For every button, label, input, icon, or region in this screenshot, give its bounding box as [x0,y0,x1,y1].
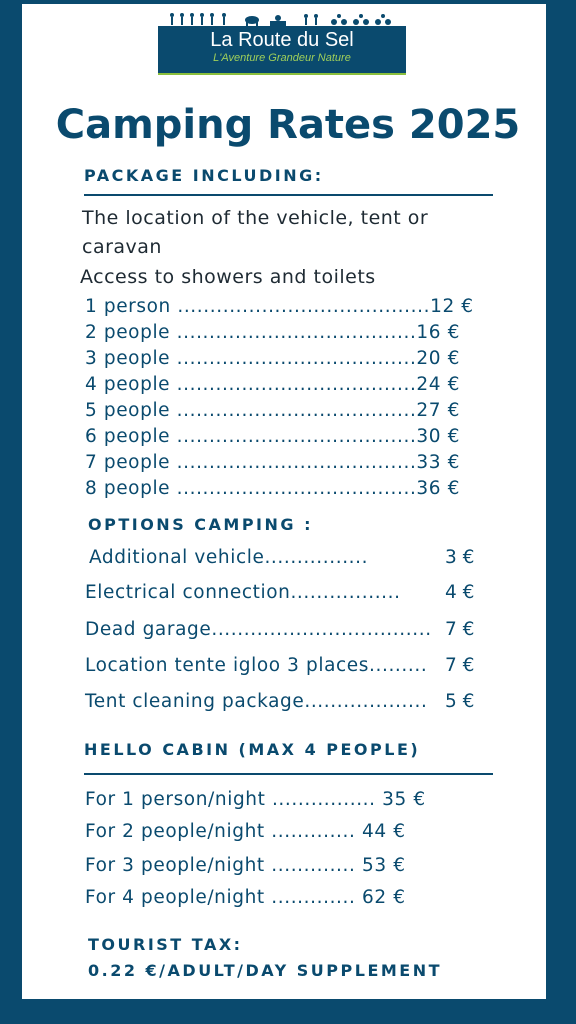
option-label: Tent cleaning package................... [85,691,428,712]
logo-tagline: L'Aventure Grandeur Nature [213,52,351,64]
tourist-tax-supplement: 0.22 €/ADULT/DAY SUPPLEMENT [88,961,443,980]
package-rate-row: 5 people .....................................27 € [85,400,461,421]
package-rate-row: 8 people .....................................36 € [85,478,461,499]
package-divider [84,194,493,196]
rates-card [22,4,546,999]
tourist-tax-heading: TOURIST TAX: [88,935,243,954]
option-price: 3 € [445,547,475,568]
cabin-divider [84,773,493,775]
silhouettes-illustration [166,12,398,26]
page-title: Camping Rates 2025 [55,102,521,148]
cabin-rate-row: For 2 people/night ............. 44 € [85,821,406,842]
package-line-2: caravan [82,236,162,258]
option-label: Dead garage.................................. [85,619,432,640]
option-price: 5 € [445,691,475,712]
logo [158,12,406,75]
cabin-heading: HELLO CABIN (MAX 4 PEOPLE) [84,740,421,759]
logo-banner [158,26,406,75]
package-line-1: The location of the vehicle, tent or [82,207,429,229]
option-label: Location tente igloo 3 places......... [85,655,428,676]
package-line-3: Access to showers and toilets [80,266,376,288]
cabin-rate-row: For 3 people/night ............. 53 € [85,855,406,876]
package-rate-row: 6 people .....................................30 € [85,426,461,447]
package-heading: PACKAGE INCLUDING: [84,166,324,185]
option-price: 7 € [445,655,475,676]
option-price: 7 € [445,619,475,640]
package-rate-row: 4 people .....................................24 € [85,374,461,395]
package-rate-row: 3 people .....................................20 € [85,348,461,369]
options-heading: OPTIONS CAMPING : [88,515,313,534]
option-label: Electrical connection................. [85,582,401,603]
package-rate-row: 2 people .....................................16 € [85,322,461,343]
option-label: Additional vehicle................ [89,547,369,568]
package-rate-row: 7 people .....................................33 € [85,452,461,473]
package-rate-row: 1 person .......................................12 € [85,296,474,317]
logo-name: La Route du Sel [210,29,354,51]
cabin-rate-row: For 1 person/night ................ 35 € [85,789,426,810]
option-price: 4 € [445,582,475,603]
cabin-rate-row: For 4 people/night ............. 62 € [85,887,406,908]
